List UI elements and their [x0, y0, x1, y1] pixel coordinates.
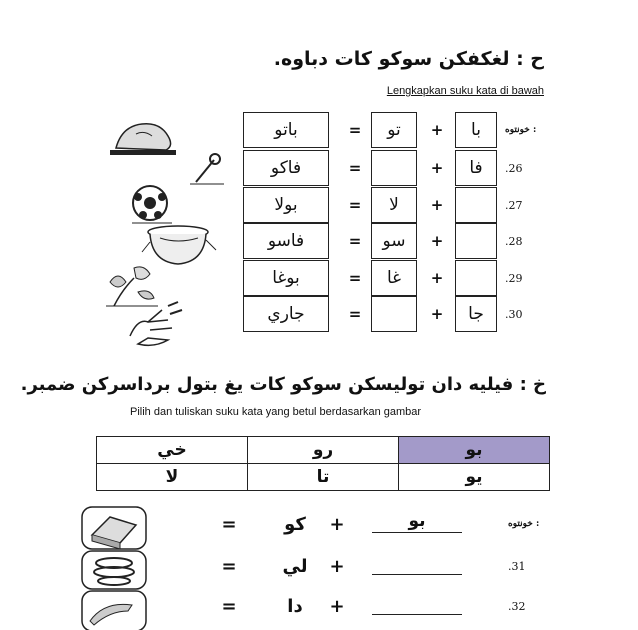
equals-sign: = — [348, 305, 362, 323]
given-syllable: كو — [284, 513, 306, 535]
section-b-title: خ : فيليه دان توليسكن سوكو كات يغ بتول برداسركن ضمبر. — [20, 374, 546, 395]
syllable-choices-table — [96, 436, 550, 491]
syllable-2-box[interactable] — [371, 296, 417, 332]
equals-sign: = — [348, 196, 362, 214]
syllable-1-box[interactable] — [455, 187, 497, 223]
syllable-1-box[interactable]: فا — [455, 150, 497, 186]
syllable-2-box[interactable]: سو — [371, 223, 417, 259]
answer-blank[interactable]: بو — [372, 510, 462, 533]
plus-sign: + — [430, 121, 444, 139]
syllable-2-box[interactable]: غا — [371, 260, 417, 296]
word-box: باتو — [243, 112, 329, 148]
equals-sign: = — [348, 269, 362, 287]
stone-picture — [108, 112, 178, 160]
equals-sign: = — [221, 555, 237, 577]
word-box: جاري — [243, 296, 329, 332]
word-box: بوغا — [243, 260, 329, 296]
equals-sign: = — [221, 595, 237, 617]
ball-picture — [130, 183, 174, 225]
section-b-pictures — [80, 505, 152, 630]
plus-sign: + — [430, 269, 444, 287]
syllable-1-box[interactable]: جا — [455, 296, 497, 332]
given-syllable: لي — [282, 555, 308, 577]
finger-picture — [124, 300, 186, 350]
example-label: خونتوه : — [505, 125, 537, 135]
equals-sign: = — [348, 159, 362, 177]
plus-sign: + — [430, 159, 444, 177]
plus-sign: + — [329, 513, 345, 535]
plus-sign: + — [430, 232, 444, 250]
choice-cell[interactable]: خي — [97, 437, 248, 464]
section-a-title: ح : لغكفكن سوكو كات دباوه. — [273, 48, 544, 70]
example-label: خونتوه : — [508, 519, 540, 529]
section-a-subtitle: Lengkapkan suku kata di bawah — [386, 85, 544, 97]
answer-blank[interactable] — [372, 552, 462, 575]
question-number: .28 — [505, 234, 523, 248]
plus-sign: + — [329, 595, 345, 617]
plus-sign: + — [329, 555, 345, 577]
equals-sign: = — [348, 121, 362, 139]
given-syllable: دا — [287, 595, 303, 617]
plus-sign: + — [430, 196, 444, 214]
equals-sign: = — [348, 232, 362, 250]
syllable-1-box[interactable] — [455, 223, 497, 259]
syllable-2-box[interactable] — [371, 150, 417, 186]
nail-picture — [188, 150, 228, 188]
question-number: .30 — [505, 307, 523, 321]
syllable-2-box[interactable]: لا — [371, 187, 417, 223]
syllable-1-box[interactable] — [455, 260, 497, 296]
plus-sign: + — [430, 305, 444, 323]
word-box: بولا — [243, 187, 329, 223]
equals-sign: = — [221, 513, 237, 535]
answer-blank[interactable] — [372, 592, 462, 615]
syllable-1-box[interactable]: با — [455, 112, 497, 148]
question-number: .27 — [505, 198, 523, 212]
word-box: فاسو — [243, 223, 329, 259]
choice-cell[interactable]: رو — [248, 437, 399, 464]
question-number: .31 — [508, 559, 526, 573]
choice-cell[interactable]: تا — [248, 464, 399, 491]
word-box: فاكو — [243, 150, 329, 186]
choice-cell[interactable]: يو — [399, 464, 550, 491]
question-number: .29 — [505, 271, 523, 285]
choice-cell-highlighted[interactable]: بو — [399, 437, 550, 464]
syllable-2-box[interactable]: تو — [371, 112, 417, 148]
choice-cell[interactable]: لا — [97, 464, 248, 491]
question-number: .32 — [508, 599, 526, 613]
section-b-subtitle: Pilih dan tuliskan suku kata yang betul berdasarkan gambar — [130, 406, 422, 418]
question-number: .26 — [505, 161, 523, 175]
